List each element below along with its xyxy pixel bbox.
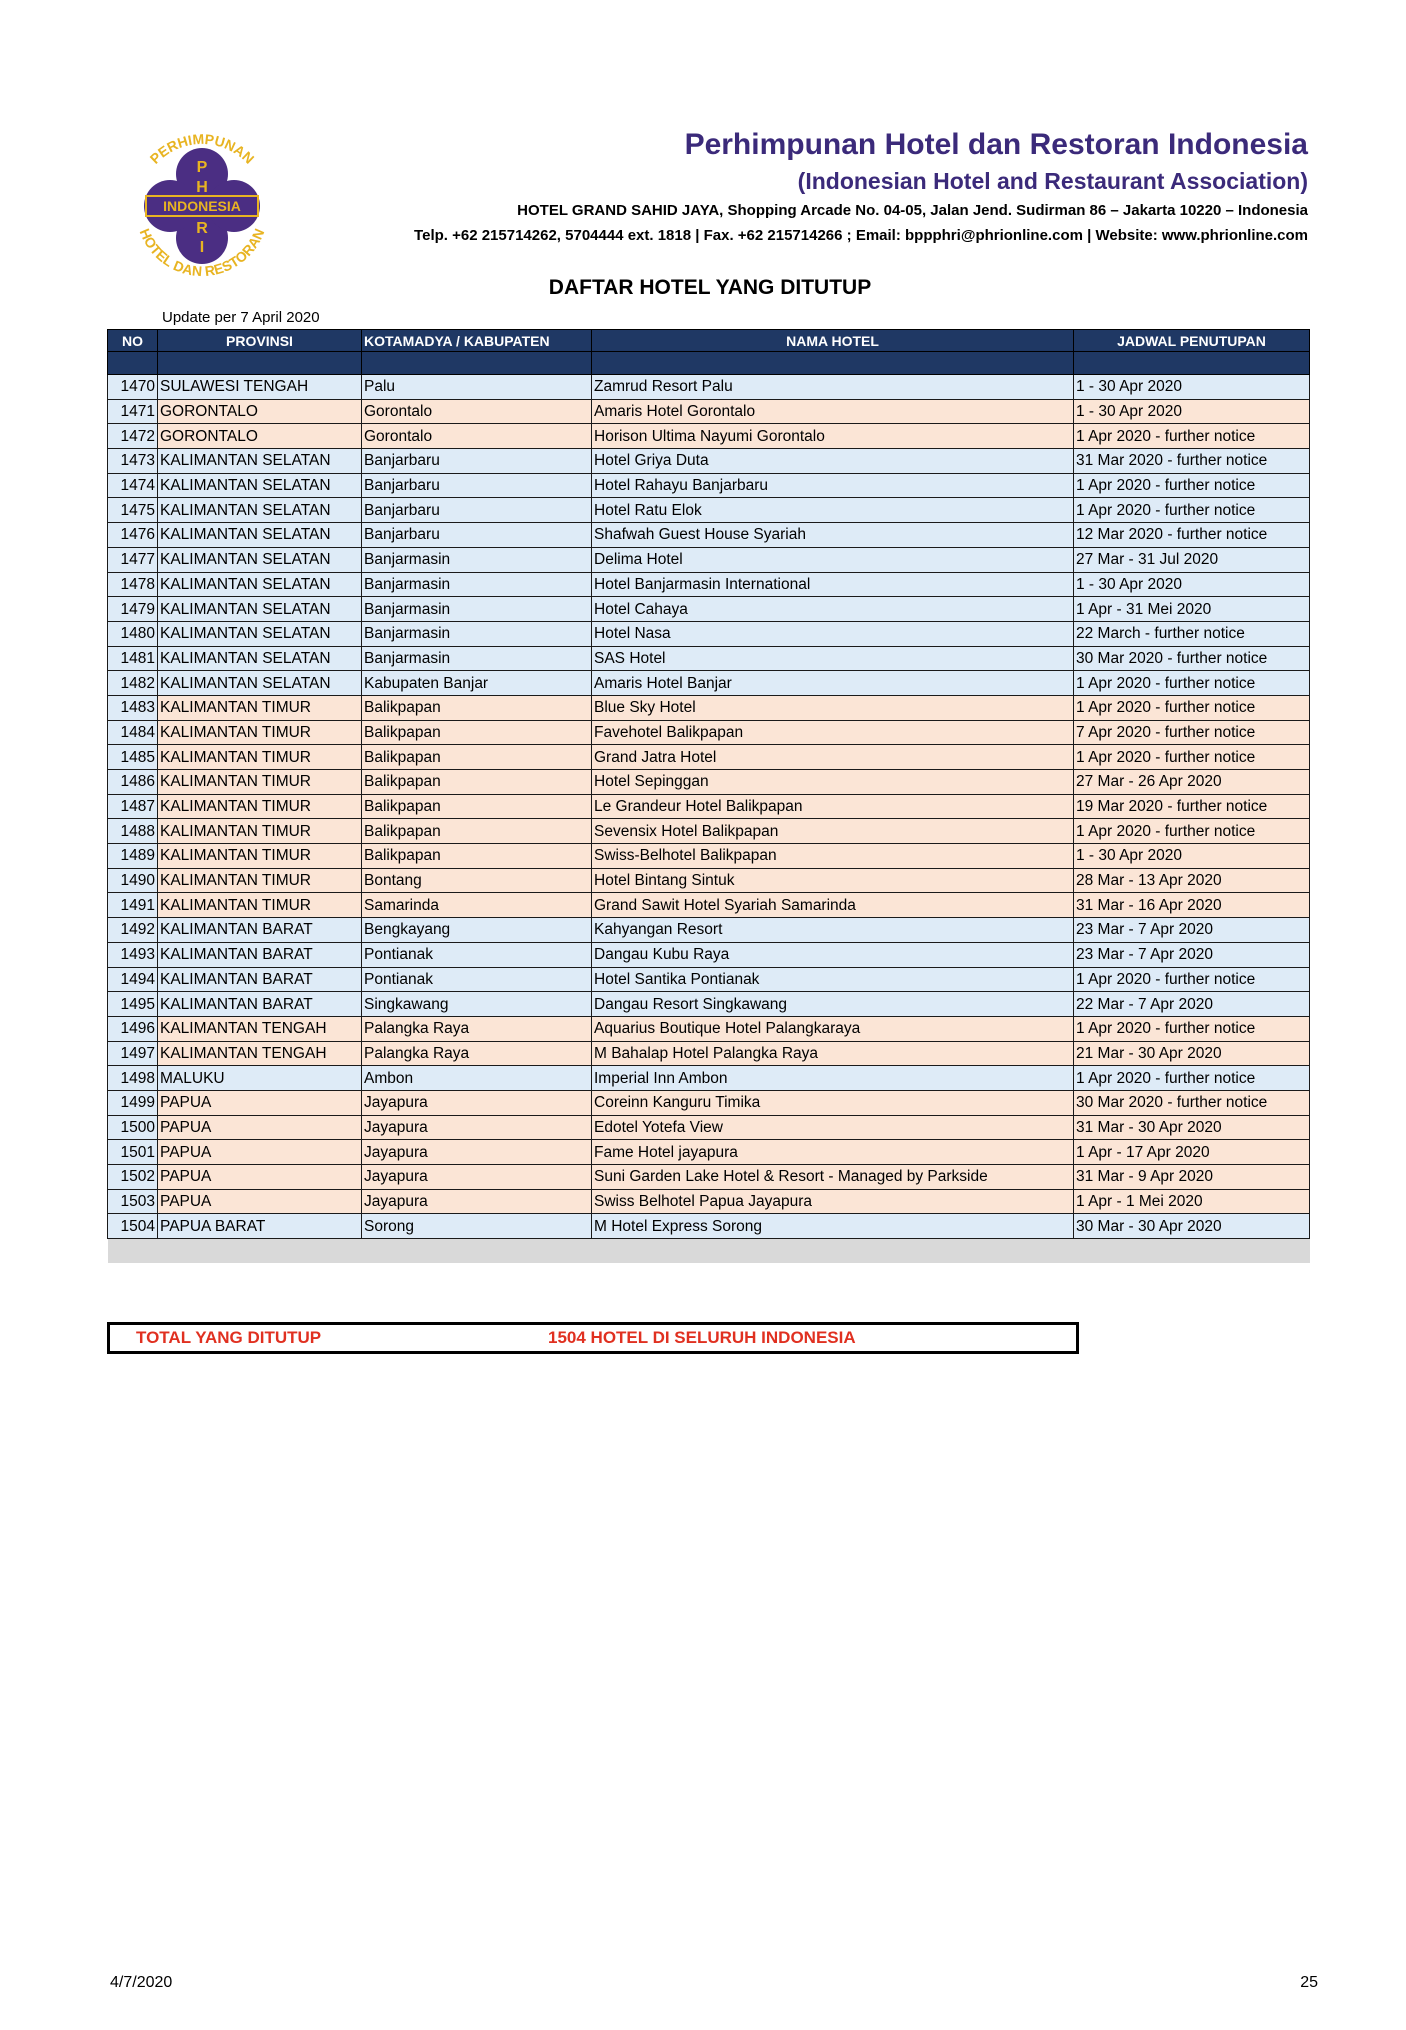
cell-nama-hotel: Blue Sky Hotel	[592, 695, 1074, 720]
table-row	[108, 720, 1310, 745]
page-number: 25	[1300, 1974, 1318, 1991]
cell-nama-hotel: Edotel Yotefa View	[592, 1115, 1074, 1140]
cell-kotamadya: Banjarbaru	[362, 523, 592, 548]
cell-kotamadya: Pontianak	[362, 942, 592, 967]
cell-nama-hotel: Hotel Nasa	[592, 621, 1074, 646]
cell-nama-hotel: Hotel Banjarmasin International	[592, 572, 1074, 597]
cell-nama-hotel: Kahyangan Resort	[592, 918, 1074, 943]
table-row	[108, 893, 1310, 918]
cell-nama-hotel: Shafwah Guest House Syariah	[592, 523, 1074, 548]
table-row	[108, 621, 1310, 646]
cell-no: 1493	[108, 942, 158, 967]
cell-provinsi: KALIMANTAN SELATAN	[158, 646, 362, 671]
cell-provinsi: KALIMANTAN BARAT	[158, 967, 362, 992]
cell-kotamadya: Gorontalo	[362, 399, 592, 424]
cell-nama-hotel: Coreinn Kanguru Timika	[592, 1090, 1074, 1115]
cell-kotamadya: Samarinda	[362, 893, 592, 918]
cell-jadwal: 1 - 30 Apr 2020	[1074, 844, 1310, 869]
table-row	[108, 1165, 1310, 1190]
org-title: Perhimpunan Hotel dan Restoran Indonesia	[684, 128, 1308, 161]
cell-no: 1482	[108, 671, 158, 696]
cell-kotamadya: Jayapura	[362, 1140, 592, 1165]
cell-no: 1490	[108, 868, 158, 893]
cell-kotamadya: Sorong	[362, 1214, 592, 1239]
cell-provinsi: KALIMANTAN TIMUR	[158, 819, 362, 844]
table-row	[108, 1214, 1310, 1239]
table-row	[108, 695, 1310, 720]
col-header-nama-hotel: NAMA HOTEL	[592, 330, 1074, 352]
cell-provinsi: KALIMANTAN SELATAN	[158, 473, 362, 498]
logo-letter-i: I	[199, 239, 205, 256]
cell-no: 1501	[108, 1140, 158, 1165]
cell-provinsi: KALIMANTAN BARAT	[158, 918, 362, 943]
cell-kotamadya: Balikpapan	[362, 720, 592, 745]
cell-jadwal: 1 Apr - 17 Apr 2020	[1074, 1140, 1310, 1165]
cell-kotamadya: Banjarmasin	[362, 646, 592, 671]
cell-nama-hotel: Amaris Hotel Banjar	[592, 671, 1074, 696]
table-row	[108, 572, 1310, 597]
cell-provinsi: KALIMANTAN TIMUR	[158, 893, 362, 918]
cell-provinsi: KALIMANTAN TIMUR	[158, 868, 362, 893]
cell-nama-hotel: M Hotel Express Sorong	[592, 1214, 1074, 1239]
cell-provinsi: KALIMANTAN SELATAN	[158, 572, 362, 597]
logo-letter-p: P	[196, 159, 208, 176]
cell-provinsi: KALIMANTAN TENGAH	[158, 1016, 362, 1041]
cell-kotamadya: Banjarmasin	[362, 572, 592, 597]
cell-no: 1489	[108, 844, 158, 869]
cell-no: 1504	[108, 1214, 158, 1239]
cell-jadwal: 1 Apr 2020 - further notice	[1074, 745, 1310, 770]
cell-no: 1480	[108, 621, 158, 646]
cell-kotamadya: Balikpapan	[362, 695, 592, 720]
cell-kotamadya: Jayapura	[362, 1115, 592, 1140]
cell-kotamadya: Bengkayang	[362, 918, 592, 943]
cell-jadwal: 1 Apr - 1 Mei 2020	[1074, 1189, 1310, 1214]
col-header-jadwal: JADWAL PENUTUPAN	[1074, 330, 1310, 352]
cell-no: 1495	[108, 992, 158, 1017]
cell-no: 1492	[108, 918, 158, 943]
cell-no: 1486	[108, 770, 158, 795]
cell-provinsi: KALIMANTAN SELATAN	[158, 671, 362, 696]
cell-nama-hotel: Grand Sawit Hotel Syariah Samarinda	[592, 893, 1074, 918]
cell-jadwal: 1 Apr 2020 - further notice	[1074, 671, 1310, 696]
cell-provinsi: KALIMANTAN SELATAN	[158, 597, 362, 622]
cell-provinsi: KALIMANTAN SELATAN	[158, 498, 362, 523]
cell-no: 1481	[108, 646, 158, 671]
org-subtitle: (Indonesian Hotel and Restaurant Association)	[797, 168, 1308, 194]
cell-no: 1499	[108, 1090, 158, 1115]
cell-nama-hotel: Imperial Inn Ambon	[592, 1066, 1074, 1091]
cell-provinsi: KALIMANTAN SELATAN	[158, 621, 362, 646]
cell-jadwal: 30 Mar 2020 - further notice	[1074, 646, 1310, 671]
cell-provinsi: KALIMANTAN SELATAN	[158, 449, 362, 474]
cell-kotamadya: Jayapura	[362, 1189, 592, 1214]
footer-date: 4/7/2020	[110, 1974, 173, 1991]
table-header-row	[108, 330, 1310, 352]
cell-kotamadya: Jayapura	[362, 1090, 592, 1115]
cell-kotamadya: Gorontalo	[362, 424, 592, 449]
cell-jadwal: 23 Mar - 7 Apr 2020	[1074, 918, 1310, 943]
cell-no: 1476	[108, 523, 158, 548]
cell-nama-hotel: Sevensix Hotel Balikpapan	[592, 819, 1074, 844]
cell-jadwal: 1 Apr 2020 - further notice	[1074, 695, 1310, 720]
logo-letter-r: R	[196, 220, 208, 237]
table-header-spacer	[108, 352, 1310, 375]
cell-jadwal: 1 Apr 2020 - further notice	[1074, 819, 1310, 844]
cell-jadwal: 1 Apr 2020 - further notice	[1074, 1066, 1310, 1091]
cell-jadwal: 28 Mar - 13 Apr 2020	[1074, 868, 1310, 893]
cell-provinsi: PAPUA BARAT	[158, 1214, 362, 1239]
cell-no: 1471	[108, 399, 158, 424]
cell-no: 1496	[108, 1016, 158, 1041]
cell-provinsi: PAPUA	[158, 1115, 362, 1140]
cell-nama-hotel: Suni Garden Lake Hotel & Resort - Managed by Parkside	[592, 1165, 1074, 1190]
cell-nama-hotel: Delima Hotel	[592, 547, 1074, 572]
cell-provinsi: KALIMANTAN TIMUR	[158, 844, 362, 869]
table-row	[108, 1140, 1310, 1165]
cell-provinsi: KALIMANTAN BARAT	[158, 992, 362, 1017]
cell-nama-hotel: Swiss-Belhotel Balikpapan	[592, 844, 1074, 869]
table-row	[108, 449, 1310, 474]
cell-no: 1478	[108, 572, 158, 597]
cell-no: 1484	[108, 720, 158, 745]
cell-jadwal: 21 Mar - 30 Apr 2020	[1074, 1041, 1310, 1066]
cell-jadwal: 27 Mar - 31 Jul 2020	[1074, 547, 1310, 572]
col-header-provinsi: PROVINSI	[158, 330, 362, 352]
table-row	[108, 1041, 1310, 1066]
cell-no: 1477	[108, 547, 158, 572]
cell-kotamadya: Balikpapan	[362, 844, 592, 869]
cell-provinsi: KALIMANTAN BARAT	[158, 942, 362, 967]
cell-kotamadya: Balikpapan	[362, 745, 592, 770]
table-row	[108, 375, 1310, 400]
phri-logo-icon	[122, 126, 282, 286]
table-row	[108, 473, 1310, 498]
cell-kotamadya: Banjarmasin	[362, 597, 592, 622]
cell-provinsi: GORONTALO	[158, 424, 362, 449]
cell-provinsi: PAPUA	[158, 1090, 362, 1115]
cell-jadwal: 22 March - further notice	[1074, 621, 1310, 646]
cell-no: 1487	[108, 794, 158, 819]
cell-kotamadya: Banjarbaru	[362, 498, 592, 523]
cell-jadwal: 1 - 30 Apr 2020	[1074, 399, 1310, 424]
cell-kotamadya: Bontang	[362, 868, 592, 893]
table-row	[108, 671, 1310, 696]
table-row	[108, 844, 1310, 869]
cell-jadwal: 7 Apr 2020 - further notice	[1074, 720, 1310, 745]
table-row	[108, 498, 1310, 523]
cell-nama-hotel: Hotel Ratu Elok	[592, 498, 1074, 523]
cell-kotamadya: Ambon	[362, 1066, 592, 1091]
cell-jadwal: 1 Apr - 31 Mei 2020	[1074, 597, 1310, 622]
cell-kotamadya: Pontianak	[362, 967, 592, 992]
cell-no: 1491	[108, 893, 158, 918]
cell-no: 1498	[108, 1066, 158, 1091]
logo-band-text: INDONESIA	[163, 198, 241, 214]
cell-nama-hotel: SAS Hotel	[592, 646, 1074, 671]
cell-kotamadya: Palangka Raya	[362, 1041, 592, 1066]
cell-jadwal: 31 Mar - 30 Apr 2020	[1074, 1115, 1310, 1140]
cell-nama-hotel: Hotel Rahayu Banjarbaru	[592, 473, 1074, 498]
table-row	[108, 770, 1310, 795]
cell-jadwal: 31 Mar - 16 Apr 2020	[1074, 893, 1310, 918]
cell-provinsi: GORONTALO	[158, 399, 362, 424]
cell-provinsi: PAPUA	[158, 1189, 362, 1214]
cell-no: 1474	[108, 473, 158, 498]
cell-kotamadya: Banjarbaru	[362, 449, 592, 474]
cell-jadwal: 1 Apr 2020 - further notice	[1074, 424, 1310, 449]
table-row	[108, 523, 1310, 548]
cell-no: 1472	[108, 424, 158, 449]
table-body	[108, 375, 1310, 1239]
cell-nama-hotel: Dangau Resort Singkawang	[592, 992, 1074, 1017]
cell-kotamadya: Banjarmasin	[362, 621, 592, 646]
table-row	[108, 646, 1310, 671]
cell-provinsi: KALIMANTAN TIMUR	[158, 794, 362, 819]
cell-provinsi: PAPUA	[158, 1140, 362, 1165]
cell-nama-hotel: Hotel Cahaya	[592, 597, 1074, 622]
cell-jadwal: 12 Mar 2020 - further notice	[1074, 523, 1310, 548]
cell-provinsi: KALIMANTAN TIMUR	[158, 745, 362, 770]
table-row	[108, 868, 1310, 893]
table-row	[108, 1090, 1310, 1115]
cell-kotamadya: Banjarbaru	[362, 473, 592, 498]
cell-jadwal: 27 Mar - 26 Apr 2020	[1074, 770, 1310, 795]
table-row	[108, 597, 1310, 622]
cell-no: 1497	[108, 1041, 158, 1066]
table-row	[108, 942, 1310, 967]
cell-no: 1494	[108, 967, 158, 992]
cell-no: 1473	[108, 449, 158, 474]
cell-nama-hotel: Hotel Sepinggan	[592, 770, 1074, 795]
cell-provinsi: MALUKU	[158, 1066, 362, 1091]
table-row	[108, 1115, 1310, 1140]
cell-kotamadya: Palangka Raya	[362, 1016, 592, 1041]
cell-nama-hotel: Hotel Bintang Sintuk	[592, 868, 1074, 893]
table-row	[108, 1189, 1310, 1214]
org-address: HOTEL GRAND SAHID JAYA, Shopping Arcade No. 04-05, Jalan Jend. Sudirman 86 – Jakarta 10220 – Indonesia	[517, 202, 1308, 219]
table-row	[108, 424, 1310, 449]
cell-nama-hotel: Favehotel Balikpapan	[592, 720, 1074, 745]
cell-kotamadya: Kabupaten Banjar	[362, 671, 592, 696]
cell-kotamadya: Palu	[362, 375, 592, 400]
table-row	[108, 547, 1310, 572]
cell-jadwal: 1 Apr 2020 - further notice	[1074, 498, 1310, 523]
table-footer-band	[108, 1239, 1310, 1264]
cell-provinsi: KALIMANTAN SELATAN	[158, 547, 362, 572]
logo-letter-h: H	[196, 179, 208, 196]
cell-nama-hotel: Swiss Belhotel Papua Jayapura	[592, 1189, 1074, 1214]
document-title: DAFTAR HOTEL YANG DITUTUP	[548, 276, 872, 299]
cell-jadwal: 30 Mar 2020 - further notice	[1074, 1090, 1310, 1115]
cell-jadwal: 31 Mar - 9 Apr 2020	[1074, 1165, 1310, 1190]
cell-nama-hotel: Hotel Santika Pontianak	[592, 967, 1074, 992]
cell-nama-hotel: M Bahalap Hotel Palangka Raya	[592, 1041, 1074, 1066]
cell-no: 1485	[108, 745, 158, 770]
cell-nama-hotel: Fame Hotel jayapura	[592, 1140, 1074, 1165]
cell-provinsi: SULAWESI TENGAH	[158, 375, 362, 400]
cell-jadwal: 30 Mar - 30 Apr 2020	[1074, 1214, 1310, 1239]
cell-nama-hotel: Aquarius Boutique Hotel Palangkaraya	[592, 1016, 1074, 1041]
cell-jadwal: 1 Apr 2020 - further notice	[1074, 1016, 1310, 1041]
cell-nama-hotel: Hotel Griya Duta	[592, 449, 1074, 474]
table-row	[108, 967, 1310, 992]
cell-no: 1488	[108, 819, 158, 844]
cell-kotamadya: Singkawang	[362, 992, 592, 1017]
cell-nama-hotel: Le Grandeur Hotel Balikpapan	[592, 794, 1074, 819]
cell-no: 1470	[108, 375, 158, 400]
cell-jadwal: 31 Mar 2020 - further notice	[1074, 449, 1310, 474]
table-row	[108, 399, 1310, 424]
cell-kotamadya: Banjarmasin	[362, 547, 592, 572]
cell-nama-hotel: Amaris Hotel Gorontalo	[592, 399, 1074, 424]
cell-jadwal: 19 Mar 2020 - further notice	[1074, 794, 1310, 819]
cell-provinsi: KALIMANTAN SELATAN	[158, 523, 362, 548]
cell-jadwal: 1 Apr 2020 - further notice	[1074, 967, 1310, 992]
hotel-table	[107, 329, 1310, 1263]
cell-nama-hotel: Dangau Kubu Raya	[592, 942, 1074, 967]
col-header-kotamadya: KOTAMADYA / KABUPATEN	[362, 330, 592, 352]
cell-jadwal: 1 - 30 Apr 2020	[1074, 375, 1310, 400]
cell-jadwal: 23 Mar - 7 Apr 2020	[1074, 942, 1310, 967]
total-value: 1504 HOTEL DI SELURUH INDONESIA	[548, 1328, 856, 1347]
table-row	[108, 992, 1310, 1017]
cell-no: 1483	[108, 695, 158, 720]
cell-no: 1502	[108, 1165, 158, 1190]
cell-jadwal: 22 Mar - 7 Apr 2020	[1074, 992, 1310, 1017]
table-row	[108, 1066, 1310, 1091]
phri-logo	[122, 126, 282, 286]
cell-provinsi: KALIMANTAN TIMUR	[158, 770, 362, 795]
cell-no: 1479	[108, 597, 158, 622]
total-box	[107, 1322, 1079, 1354]
cell-provinsi: KALIMANTAN TIMUR	[158, 695, 362, 720]
cell-nama-hotel: Horison Ultima Nayumi Gorontalo	[592, 424, 1074, 449]
total-label: TOTAL YANG DITUTUP	[136, 1328, 322, 1347]
table-row	[108, 918, 1310, 943]
logo-arc-bottom: HOTEL DAN RESTORAN	[136, 226, 268, 280]
cell-provinsi: KALIMANTAN TIMUR	[158, 720, 362, 745]
table-row	[108, 745, 1310, 770]
table-row	[108, 819, 1310, 844]
cell-nama-hotel: Grand Jatra Hotel	[592, 745, 1074, 770]
cell-jadwal: 1 - 30 Apr 2020	[1074, 572, 1310, 597]
cell-provinsi: PAPUA	[158, 1165, 362, 1190]
org-contact: Telp. +62 215714262, 5704444 ext. 1818 | Fax. +62 215714266 ; Email: bppphri@phrionline.com | Website: www.phrionline.com	[414, 227, 1308, 244]
col-header-no: NO	[108, 330, 158, 352]
cell-kotamadya: Jayapura	[362, 1165, 592, 1190]
logo-arc-top: PERHIMPUNAN	[146, 130, 258, 167]
cell-jadwal: 1 Apr 2020 - further notice	[1074, 473, 1310, 498]
cell-nama-hotel: Zamrud Resort Palu	[592, 375, 1074, 400]
cell-kotamadya: Balikpapan	[362, 770, 592, 795]
cell-no: 1500	[108, 1115, 158, 1140]
cell-provinsi: KALIMANTAN TENGAH	[158, 1041, 362, 1066]
table-row	[108, 794, 1310, 819]
update-date: Update per 7 April 2020	[162, 309, 320, 326]
cell-kotamadya: Balikpapan	[362, 794, 592, 819]
cell-no: 1503	[108, 1189, 158, 1214]
table-row	[108, 1016, 1310, 1041]
cell-kotamadya: Balikpapan	[362, 819, 592, 844]
cell-no: 1475	[108, 498, 158, 523]
